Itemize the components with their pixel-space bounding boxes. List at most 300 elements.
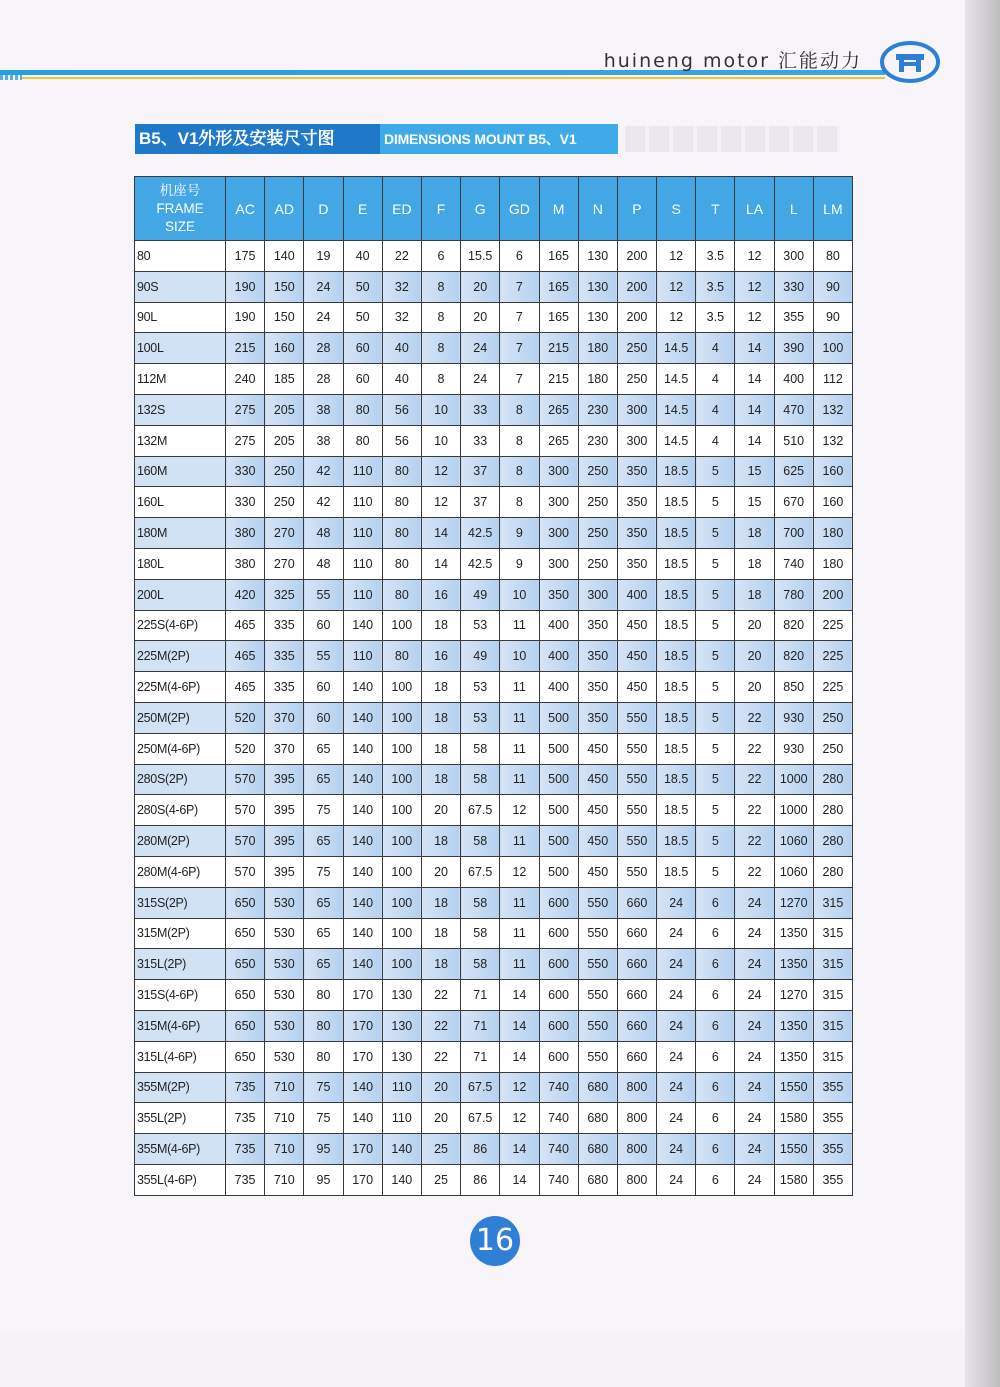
table-row <box>135 333 853 364</box>
dimension-cell: 48 <box>304 518 343 549</box>
dimension-cell: 130 <box>578 302 617 333</box>
dimension-cell: 820 <box>774 610 813 641</box>
dimension-cell: 650 <box>226 1041 265 1072</box>
frame-size-cell: 132S <box>135 394 226 425</box>
dimension-cell: 350 <box>617 456 656 487</box>
dimension-cell: 1270 <box>774 980 813 1011</box>
dimension-cell: 110 <box>382 1103 421 1134</box>
frame-size-cell: 315M(4-6P) <box>135 1010 226 1041</box>
dimension-cell: 240 <box>226 364 265 395</box>
dimension-cell: 710 <box>265 1164 304 1195</box>
dimension-cell: 38 <box>304 394 343 425</box>
dimension-cell: 570 <box>226 856 265 887</box>
dimension-cell: 230 <box>578 425 617 456</box>
column-header-m: M <box>539 177 578 241</box>
dimension-cell: 24 <box>657 949 696 980</box>
dimension-cell: 18 <box>421 764 460 795</box>
dimension-cell: 12 <box>657 271 696 302</box>
dimension-cell: 110 <box>343 548 382 579</box>
dimension-cell: 11 <box>500 672 539 703</box>
dimension-cell: 465 <box>226 672 265 703</box>
brand-logo-icon <box>880 40 940 84</box>
frame-header-size: SIZE <box>164 218 195 234</box>
frame-size-cell: 200L <box>135 579 226 610</box>
dimension-cell: 42 <box>304 487 343 518</box>
table-row <box>135 1072 853 1103</box>
section-title <box>135 124 618 154</box>
dimension-cell: 15 <box>735 487 774 518</box>
dimension-cell: 20 <box>421 1072 460 1103</box>
frame-size-cell: 100L <box>135 333 226 364</box>
dimension-cell: 8 <box>421 271 460 302</box>
dimension-cell: 24 <box>735 1010 774 1041</box>
dimension-cell: 500 <box>539 733 578 764</box>
dimension-cell: 80 <box>382 487 421 518</box>
dimension-cell: 225 <box>813 641 852 672</box>
table-row <box>135 241 853 272</box>
dimension-cell: 8 <box>421 364 460 395</box>
dimension-cell: 395 <box>265 826 304 857</box>
dimension-cell: 1350 <box>774 949 813 980</box>
dimension-cell: 1060 <box>774 856 813 887</box>
dimension-cell: 250 <box>578 518 617 549</box>
dimension-cell: 140 <box>343 1072 382 1103</box>
dimension-cell: 19 <box>304 241 343 272</box>
dimension-cell: 700 <box>774 518 813 549</box>
dimension-cell: 265 <box>539 394 578 425</box>
dimension-cell: 42.5 <box>461 518 500 549</box>
dimension-cell: 110 <box>343 487 382 518</box>
dimension-cell: 550 <box>617 856 656 887</box>
dimension-cell: 53 <box>461 702 500 733</box>
dimension-cell: 75 <box>304 856 343 887</box>
dimension-cell: 140 <box>343 610 382 641</box>
dimension-cell: 18 <box>421 672 460 703</box>
dimension-cell: 465 <box>226 641 265 672</box>
dimension-cell: 710 <box>265 1134 304 1165</box>
dimension-cell: 18 <box>735 518 774 549</box>
dimension-cell: 24 <box>735 1164 774 1195</box>
dimension-cell: 56 <box>382 425 421 456</box>
dimension-cell: 16 <box>421 641 460 672</box>
dimension-cell: 6 <box>696 949 735 980</box>
dimension-cell: 6 <box>696 1041 735 1072</box>
dimension-cell: 60 <box>304 702 343 733</box>
dimension-cell: 65 <box>304 887 343 918</box>
dimension-cell: 660 <box>617 1010 656 1041</box>
dimension-cell: 71 <box>461 980 500 1011</box>
column-header-gd: GD <box>500 177 539 241</box>
table-row <box>135 826 853 857</box>
dimension-cell: 800 <box>617 1134 656 1165</box>
column-header-l: L <box>774 177 813 241</box>
dimension-cell: 200 <box>813 579 852 610</box>
dimension-cell: 350 <box>539 579 578 610</box>
dimension-cell: 800 <box>617 1103 656 1134</box>
dimension-cell: 20 <box>735 672 774 703</box>
table-row <box>135 579 853 610</box>
dimension-cell: 400 <box>617 579 656 610</box>
dimension-cell: 18.5 <box>657 641 696 672</box>
column-header-s: S <box>657 177 696 241</box>
dimension-cell: 250 <box>813 733 852 764</box>
dimension-cell: 300 <box>539 456 578 487</box>
dimension-cell: 42 <box>304 456 343 487</box>
dimension-cell: 165 <box>539 241 578 272</box>
frame-size-cell: 225M(4-6P) <box>135 672 226 703</box>
dimension-cell: 11 <box>500 918 539 949</box>
dimension-cell: 100 <box>382 887 421 918</box>
dimension-cell: 5 <box>696 795 735 826</box>
dimension-cell: 5 <box>696 548 735 579</box>
dimension-cell: 67.5 <box>461 1103 500 1134</box>
dimension-cell: 12 <box>500 1103 539 1134</box>
dimension-cell: 15.5 <box>461 241 500 272</box>
dimension-cell: 1350 <box>774 1010 813 1041</box>
frame-size-cell: 225S(4-6P) <box>135 610 226 641</box>
dimension-cell: 450 <box>578 856 617 887</box>
dimension-cell: 350 <box>617 487 656 518</box>
dimension-cell: 350 <box>578 610 617 641</box>
dimension-cell: 735 <box>226 1134 265 1165</box>
dimension-cell: 11 <box>500 702 539 733</box>
dimension-cell: 170 <box>343 1010 382 1041</box>
frame-size-cell: 355L(2P) <box>135 1103 226 1134</box>
dimension-cell: 8 <box>421 302 460 333</box>
dimension-cell: 400 <box>539 610 578 641</box>
dimension-cell: 740 <box>539 1103 578 1134</box>
dimension-cell: 180 <box>813 518 852 549</box>
dimension-cell: 110 <box>382 1072 421 1103</box>
dimension-cell: 20 <box>461 302 500 333</box>
frame-size-cell: 315S(4-6P) <box>135 980 226 1011</box>
dimension-cell: 1550 <box>774 1072 813 1103</box>
dimension-cell: 550 <box>578 980 617 1011</box>
show-through-text <box>625 126 840 152</box>
dimension-cell: 65 <box>304 764 343 795</box>
dimension-cell: 355 <box>813 1072 852 1103</box>
dimension-cell: 50 <box>343 302 382 333</box>
dimension-cell: 53 <box>461 610 500 641</box>
dimension-cell: 170 <box>343 1164 382 1195</box>
dimension-cell: 350 <box>578 641 617 672</box>
dimension-cell: 530 <box>265 918 304 949</box>
dimension-cell: 465 <box>226 610 265 641</box>
dimension-cell: 570 <box>226 764 265 795</box>
dimension-cell: 11 <box>500 887 539 918</box>
dimension-cell: 215 <box>539 364 578 395</box>
dimension-cell: 11 <box>500 733 539 764</box>
dimension-cell: 18 <box>421 702 460 733</box>
dimension-cell: 315 <box>813 1010 852 1041</box>
frame-size-header <box>135 177 226 241</box>
title-chinese: B5、V1外形及安装尺寸图 <box>135 124 380 154</box>
dimension-cell: 24 <box>304 302 343 333</box>
table-row <box>135 1041 853 1072</box>
dimension-cell: 20 <box>421 856 460 887</box>
dimension-cell: 550 <box>578 887 617 918</box>
dimension-cell: 180 <box>578 364 617 395</box>
dimension-cell: 550 <box>617 733 656 764</box>
dimension-cell: 95 <box>304 1134 343 1165</box>
dimension-cell: 80 <box>382 641 421 672</box>
dimension-cell: 10 <box>421 425 460 456</box>
dimension-cell: 24 <box>735 949 774 980</box>
dimension-cell: 710 <box>265 1103 304 1134</box>
dimension-cell: 140 <box>343 672 382 703</box>
page-edge-shadow <box>965 0 1000 1387</box>
dimension-cell: 40 <box>382 333 421 364</box>
dimension-cell: 1000 <box>774 764 813 795</box>
table-row <box>135 672 853 703</box>
dimension-cell: 350 <box>578 702 617 733</box>
dimension-cell: 80 <box>304 1041 343 1072</box>
dimension-cell: 570 <box>226 826 265 857</box>
dimension-cell: 600 <box>539 1041 578 1072</box>
frame-size-cell: 280S(4-6P) <box>135 795 226 826</box>
page-number: 16 <box>470 1216 520 1266</box>
dimension-cell: 24 <box>657 1010 696 1041</box>
dimension-cell: 170 <box>343 1134 382 1165</box>
dimension-cell: 4 <box>696 364 735 395</box>
dimension-cell: 14 <box>500 1041 539 1072</box>
dimension-cell: 660 <box>617 980 656 1011</box>
dimension-cell: 18.5 <box>657 579 696 610</box>
dimension-cell: 130 <box>578 271 617 302</box>
dimension-cell: 24 <box>735 918 774 949</box>
dimension-cell: 22 <box>382 241 421 272</box>
dimension-cell: 110 <box>343 518 382 549</box>
dimension-cell: 24 <box>735 887 774 918</box>
dimension-cell: 67.5 <box>461 795 500 826</box>
dimension-cell: 49 <box>461 579 500 610</box>
dimension-cell: 140 <box>343 764 382 795</box>
dimension-cell: 32 <box>382 271 421 302</box>
dimension-cell: 350 <box>578 672 617 703</box>
dimension-cell: 550 <box>578 1010 617 1041</box>
table-row <box>135 610 853 641</box>
title-english: DIMENSIONS MOUNT B5、V1 <box>380 124 618 154</box>
dimension-cell: 22 <box>735 702 774 733</box>
dimension-cell: 190 <box>226 271 265 302</box>
dimension-cell: 600 <box>539 1010 578 1041</box>
dimension-cell: 850 <box>774 672 813 703</box>
dimension-cell: 14.5 <box>657 394 696 425</box>
dimension-cell: 24 <box>735 1072 774 1103</box>
dimension-cell: 420 <box>226 579 265 610</box>
dimension-cell: 300 <box>539 548 578 579</box>
dimension-cell: 20 <box>735 610 774 641</box>
dimension-cell: 800 <box>617 1072 656 1103</box>
dimension-cell: 100 <box>382 918 421 949</box>
dimension-cell: 100 <box>382 826 421 857</box>
frame-size-cell: 160M <box>135 456 226 487</box>
dimension-cell: 280 <box>813 795 852 826</box>
dimension-cell: 22 <box>421 1041 460 1072</box>
dimension-cell: 40 <box>343 241 382 272</box>
dimension-cell: 18 <box>421 610 460 641</box>
dimension-cell: 60 <box>343 364 382 395</box>
table-row <box>135 271 853 302</box>
dimension-cell: 250 <box>617 333 656 364</box>
dimension-cell: 335 <box>265 672 304 703</box>
dimension-cell: 335 <box>265 610 304 641</box>
dimension-cell: 9 <box>500 518 539 549</box>
dimension-cell: 80 <box>304 980 343 1011</box>
dimension-cell: 150 <box>265 302 304 333</box>
dimension-cell: 650 <box>226 887 265 918</box>
dimension-cell: 14 <box>735 364 774 395</box>
dimension-cell: 65 <box>304 826 343 857</box>
dimension-cell: 8 <box>500 394 539 425</box>
dimension-cell: 8 <box>500 425 539 456</box>
dimension-cell: 24 <box>657 1041 696 1072</box>
header-rule-yellow <box>22 77 885 79</box>
dimension-cell: 18 <box>735 579 774 610</box>
dimension-cell: 300 <box>774 241 813 272</box>
dimension-cell: 37 <box>461 456 500 487</box>
dimension-cell: 18 <box>735 548 774 579</box>
dimension-cell: 450 <box>578 826 617 857</box>
dimension-cell: 330 <box>226 456 265 487</box>
dimension-cell: 270 <box>265 548 304 579</box>
dimension-cell: 400 <box>539 641 578 672</box>
dimension-cell: 600 <box>539 949 578 980</box>
dimension-cell: 80 <box>343 425 382 456</box>
dimension-cell: 250 <box>578 487 617 518</box>
dimension-cell: 5 <box>696 856 735 887</box>
dimension-cell: 4 <box>696 394 735 425</box>
dimension-cell: 930 <box>774 733 813 764</box>
frame-header-cn: 机座号 <box>159 182 201 198</box>
dimension-cell: 18.5 <box>657 672 696 703</box>
dimension-cell: 200 <box>617 241 656 272</box>
dimension-cell: 1060 <box>774 826 813 857</box>
dimension-cell: 1350 <box>774 1041 813 1072</box>
dimension-cell: 65 <box>304 733 343 764</box>
dimension-cell: 170 <box>343 980 382 1011</box>
dimension-cell: 250 <box>813 702 852 733</box>
dimension-cell: 20 <box>735 641 774 672</box>
dimension-cell: 12 <box>735 302 774 333</box>
frame-header-en: FRAME <box>156 200 204 216</box>
dimension-cell: 71 <box>461 1010 500 1041</box>
dimension-cell: 325 <box>265 579 304 610</box>
dimension-cell: 14 <box>500 980 539 1011</box>
dimension-cell: 355 <box>813 1134 852 1165</box>
dimension-cell: 190 <box>226 302 265 333</box>
dimension-cell: 22 <box>421 1010 460 1041</box>
dimension-cell: 520 <box>226 733 265 764</box>
dimension-cell: 450 <box>617 641 656 672</box>
dimension-cell: 500 <box>539 795 578 826</box>
frame-size-cell: 355M(2P) <box>135 1072 226 1103</box>
dimension-cell: 500 <box>539 826 578 857</box>
dimension-cell: 680 <box>578 1164 617 1195</box>
dimension-cell: 95 <box>304 1164 343 1195</box>
dimension-cell: 8 <box>421 333 460 364</box>
dimension-cell: 12 <box>657 302 696 333</box>
dimension-cell: 710 <box>265 1072 304 1103</box>
dimension-cell: 14.5 <box>657 425 696 456</box>
dimension-cell: 18.5 <box>657 456 696 487</box>
dimension-cell: 250 <box>578 456 617 487</box>
dimension-cell: 42.5 <box>461 548 500 579</box>
dimension-cell: 7 <box>500 271 539 302</box>
frame-size-cell: 315S(2P) <box>135 887 226 918</box>
dimension-cell: 24 <box>657 887 696 918</box>
dimension-cell: 24 <box>461 364 500 395</box>
dimension-cell: 6 <box>421 241 460 272</box>
frame-size-cell: 280S(2P) <box>135 764 226 795</box>
dimension-cell: 24 <box>657 1103 696 1134</box>
frame-size-cell: 250M(4-6P) <box>135 733 226 764</box>
dimension-cell: 275 <box>226 425 265 456</box>
dimension-cell: 11 <box>500 610 539 641</box>
dimension-cell: 1580 <box>774 1103 813 1134</box>
dimension-cell: 140 <box>343 795 382 826</box>
dimension-cell: 300 <box>539 518 578 549</box>
dimension-cell: 180 <box>578 333 617 364</box>
dimension-cell: 140 <box>343 949 382 980</box>
dimension-cell: 740 <box>539 1164 578 1195</box>
dimension-cell: 10 <box>421 394 460 425</box>
dimension-cell: 15 <box>735 456 774 487</box>
dimension-cell: 60 <box>343 333 382 364</box>
dimension-cell: 112 <box>813 364 852 395</box>
dimension-cell: 14 <box>735 425 774 456</box>
dimension-cell: 80 <box>813 241 852 272</box>
dimension-cell: 450 <box>617 672 656 703</box>
dimension-cell: 520 <box>226 702 265 733</box>
frame-size-cell: 315M(2P) <box>135 918 226 949</box>
dimension-cell: 140 <box>343 733 382 764</box>
dimension-cell: 215 <box>226 333 265 364</box>
table-header-row <box>135 177 853 241</box>
dimension-cell: 18 <box>421 918 460 949</box>
dimension-cell: 14 <box>735 333 774 364</box>
dimension-cell: 735 <box>226 1072 265 1103</box>
dimension-cell: 470 <box>774 394 813 425</box>
dimension-cell: 660 <box>617 887 656 918</box>
column-header-t: T <box>696 177 735 241</box>
dimension-cell: 660 <box>617 1041 656 1072</box>
dimension-cell: 18.5 <box>657 733 696 764</box>
table-row <box>135 887 853 918</box>
dimension-cell: 10 <box>500 641 539 672</box>
dimension-cell: 740 <box>539 1134 578 1165</box>
dimension-cell: 735 <box>226 1103 265 1134</box>
dimension-cell: 250 <box>578 548 617 579</box>
dimension-cell: 22 <box>735 733 774 764</box>
dimension-cell: 24 <box>735 1103 774 1134</box>
dimension-cell: 18.5 <box>657 518 696 549</box>
dimension-cell: 110 <box>343 579 382 610</box>
dimension-cell: 9 <box>500 548 539 579</box>
dimension-cell: 7 <box>500 302 539 333</box>
dimension-cell: 315 <box>813 887 852 918</box>
dimension-cell: 205 <box>265 394 304 425</box>
dimension-cell: 12 <box>500 856 539 887</box>
dimension-cell: 380 <box>226 518 265 549</box>
dimension-cell: 200 <box>617 302 656 333</box>
dimension-cell: 740 <box>774 548 813 579</box>
dimension-cell: 3.5 <box>696 241 735 272</box>
dimension-cell: 55 <box>304 641 343 672</box>
dimension-cell: 49 <box>461 641 500 672</box>
table-row <box>135 980 853 1011</box>
dimension-cell: 205 <box>265 425 304 456</box>
